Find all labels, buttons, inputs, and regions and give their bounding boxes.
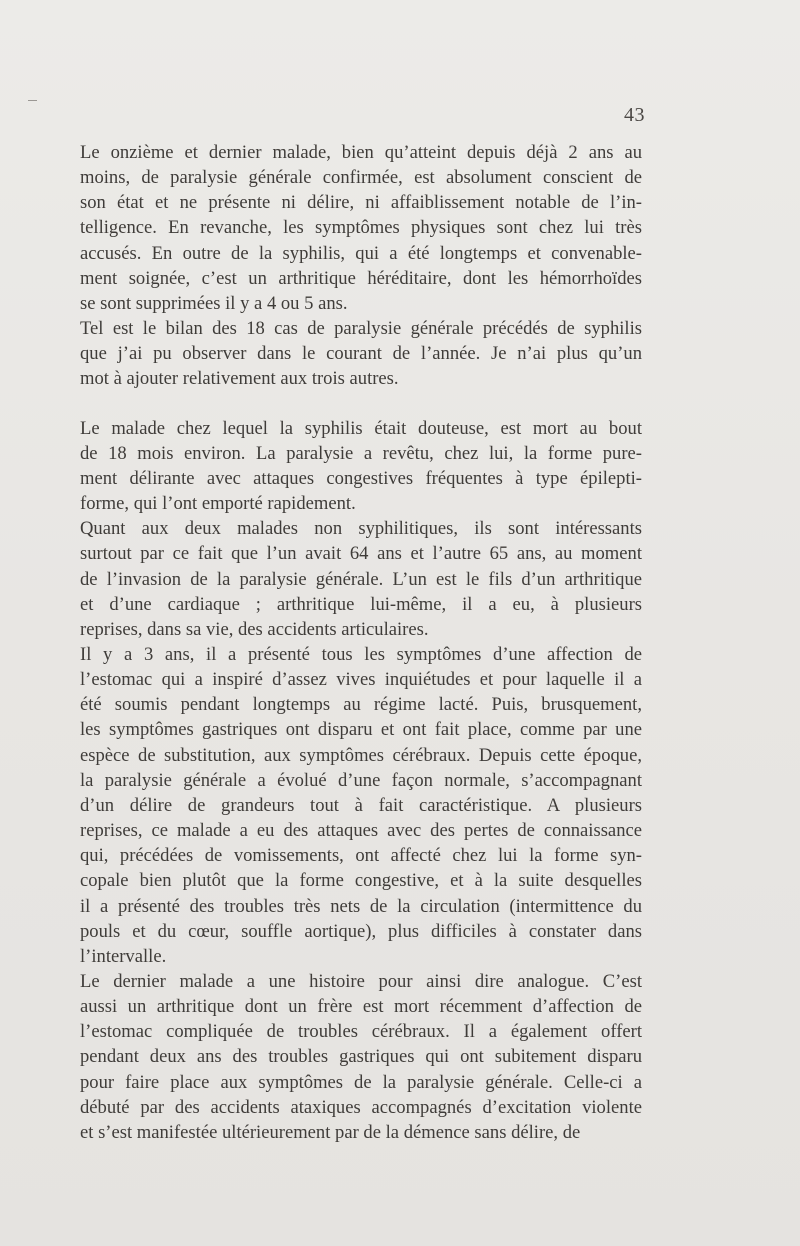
text-line: et d’une cardiaque ; arthritique lui-même, il a eu, à plusieurs [80,593,642,615]
text-line: il a présenté des troubles très nets de la circulation (intermittence du [80,895,642,917]
paragraph-gap [80,392,642,416]
text-line: de 18 mois environ. La paralysie a revêtu, chez lui, la forme pure- [80,442,642,464]
text-line: ment délirante avec attaques congestives fréquentes à type épilepti- [80,467,642,489]
paragraph-6 [80,969,642,1145]
paragraph-2 [80,316,642,391]
page-margin-mark [28,100,37,101]
text-line: telligence. En revanche, les symptômes physiques sont chez lui très [80,217,642,239]
text-line: accusés. En outre de la syphilis, qui a été longtemps et convenable- [80,242,642,264]
text-line: que j’ai pu observer dans le courant de l’année. Je n’ai plus qu’un [80,343,642,365]
text-line: qui, précédées de vomissements, ont affecté chez lui la forme syn- [80,845,642,867]
text-line: pour faire place aux symptômes de la paralysie générale. Celle-ci a [80,1071,642,1093]
text-line: de l’invasion de la paralysie générale. L’un est le fils d’un arthritique [80,568,642,590]
text-line: Le dernier malade a une histoire pour ainsi dire analogue. C’est [80,971,642,992]
text-line: moins, de paralysie générale confirmée, est absolument conscient de [80,167,642,189]
text-line: ment soignée, c’est un arthritique héréditaire, dont les hémorrhoïdes [80,267,642,289]
text-line: Tel est le bilan des 18 cas de paralysie générale précédés de syphilis [80,318,642,340]
body-text [80,140,642,1145]
paragraph-1 [80,140,642,316]
text-line: l’estomac compliquée de troubles cérébraux. Il a également offert [80,1021,642,1043]
text-line: pouls et du cœur, souffle aortique), plus difficiles à constater dans [80,920,642,942]
text-line: forme, qui l’ont emporté rapidement. [80,493,356,515]
text-line: Quant aux deux malades non syphilitiques, ils sont intéressants [80,518,642,540]
text-line: les symptômes gastriques ont disparu et ont fait place, comme par une [80,719,642,741]
paragraph-3 [80,416,642,517]
paragraph-4 [80,516,642,642]
text-line: Le malade chez lequel la syphilis était douteuse, est mort au bout [80,417,642,439]
text-line: se sont supprimées il y a 4 ou 5 ans. [80,292,348,314]
text-line: l’estomac qui a inspiré d’assez vives inquiétudes et pour laquelle il a [80,669,642,691]
paragraph-5 [80,642,642,969]
text-line: la paralysie générale a évolué d’une façon normale, s’accompagnant [80,769,642,791]
text-line: débuté par des accidents ataxiques accompagnés d’excitation violente [80,1096,642,1118]
text-line: et s’est manifestée ultérieurement par de la démence sans délire, de [80,1121,581,1143]
text-line: reprises, ce malade a eu des attaques avec des pertes de connaissance [80,820,642,842]
text-line: Le onzième et dernier malade, bien qu’atteint depuis déjà 2 ans au [80,142,642,163]
text-line: pendant deux ans des troubles gastriques qui ont subitement disparu [80,1046,642,1068]
text-line: espèce de substitution, aux symptômes cérébraux. Depuis cette époque, [80,744,642,766]
text-line: Il y a 3 ans, il a présenté tous les symptômes d’une affection de [80,643,642,665]
text-line: son état et ne présente ni délire, ni affaiblissement notable de l’in- [80,192,642,214]
text-line: d’un délire de grandeurs tout à fait caractéristique. A plusieurs [80,794,642,816]
text-line: surtout par ce fait que l’un avait 64 ans et l’autre 65 ans, au moment [80,543,642,565]
text-line: copale bien plutôt que la forme congestive, et à la suite desquelles [80,870,642,892]
page-number: 43 [624,104,645,126]
text-line: été soumis pendant longtemps au régime lacté. Puis, brusquement, [80,694,642,716]
text-line: l’intervalle. [80,945,167,967]
text-line: mot à ajouter relativement aux trois autres. [80,368,399,390]
text-line: aussi un arthritique dont un frère est mort récemment d’affection de [80,996,642,1018]
text-line: reprises, dans sa vie, des accidents articulaires. [80,618,429,640]
